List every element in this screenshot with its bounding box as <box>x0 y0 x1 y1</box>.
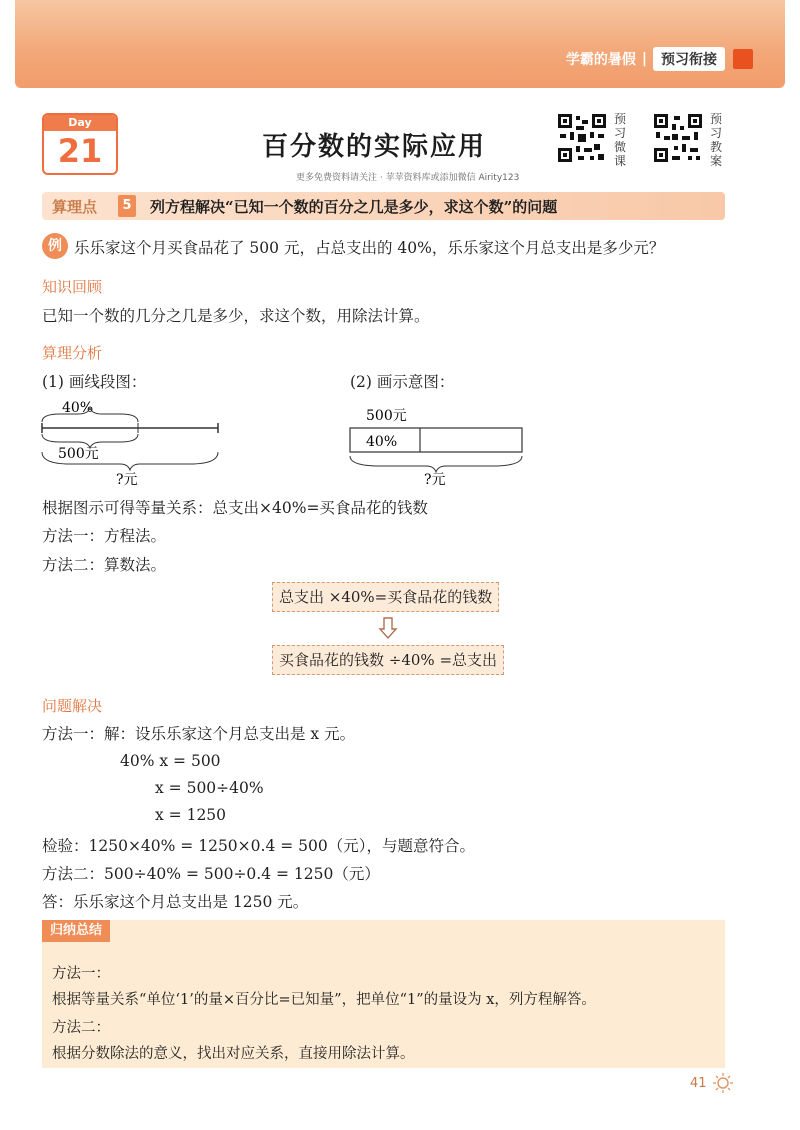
method2-solution: 方法二：500÷40% = 500÷0.4 = 1250（元） <box>42 865 380 883</box>
qr-label-lesson-plan: 预习教案 <box>710 112 723 168</box>
day-badge <box>42 113 118 175</box>
qr-code-icon[interactable] <box>652 112 704 164</box>
method2-label: 方法二：算数法。 <box>42 556 167 574</box>
knowledge-text: 已知一个数的几分之几是多少，求这个数，用除法计算。 <box>42 307 430 325</box>
method1-label: 方法一：方程法。 <box>42 527 167 545</box>
summary-method1-text: 根据等量关系“单位‘1’的量×百分比=已知量”，把单位“1”的量设为 x，列方程解答。 <box>52 992 596 1008</box>
page-title: 百分数的实际应用 <box>262 132 487 162</box>
knowledge-point-bar <box>42 192 725 220</box>
series-brand <box>566 48 725 70</box>
solution-heading: 问题解决 <box>42 697 103 715</box>
figure1-caption: (1) 画线段图： <box>42 373 147 391</box>
fig1-top-label: 40% <box>62 400 94 416</box>
brand-right: 预习衔接 <box>653 47 725 71</box>
schematic-diagram <box>340 400 540 490</box>
fig2-box-label: 40% <box>366 434 398 450</box>
page-number: 41 <box>690 1076 707 1091</box>
fig1-mid-label: 500元 <box>58 446 99 462</box>
equation-step3: x = 1250 <box>155 806 227 824</box>
brand-logo-icon <box>733 49 753 69</box>
equation-step2: x = 500÷40% <box>155 779 264 797</box>
answer-line: 答：乐乐家这个月总支出是 1250 元。 <box>42 893 309 911</box>
figure2-caption: (2) 画示意图： <box>350 373 455 391</box>
knowledge-heading: 知识回顾 <box>42 278 103 296</box>
day-number: 21 <box>57 132 103 170</box>
brand-left: 学霸的暑假 <box>565 52 636 68</box>
summary-tag: 归纳总结 <box>42 920 110 942</box>
title-subline: 更多免费资料请关注 · 苹苹资料库或添加微信 Airity123 <box>296 173 520 183</box>
summary-method2-text: 根据分数除法的意义，找出对应关系，直接用除法计算。 <box>52 1046 415 1062</box>
sun-icon <box>712 1072 734 1094</box>
equation-step1: 40% x = 500 <box>120 752 221 770</box>
point-title: 列方程解决“已知一个数的百分之几是多少，求这个数”的问题 <box>150 198 558 216</box>
solution-line1: 方法一：解：设乐乐家这个月总支出是 x 元。 <box>42 725 356 743</box>
relation-box-2: 买食品花的钱数 ÷40% =总支出 <box>272 645 504 675</box>
brand-separator: | <box>641 51 647 67</box>
header-band <box>15 0 785 88</box>
point-tag: 算理点 <box>52 198 98 216</box>
equal-relation: 根据图示可得等量关系：总支出×40%=买食品花的钱数 <box>42 499 428 517</box>
qr-code-icon[interactable] <box>556 112 608 164</box>
point-number: 5 <box>118 195 136 217</box>
check-line: 检验：1250×40% = 1250×0.4 = 500（元），与题意符合。 <box>42 837 475 855</box>
fig1-bottom-label: ?元 <box>116 472 138 488</box>
summary-method1-title: 方法一： <box>52 966 110 982</box>
example-question: 乐乐家这个月买食品花了 500 元，占总支出的 40%，乐乐家这个月总支出是多少元？ <box>74 239 665 257</box>
example-badge: 例 <box>42 233 68 259</box>
fig2-bottom-label: ?元 <box>424 472 446 488</box>
relation-box-1: 总支出 ×40%=买食品花的钱数 <box>272 582 499 612</box>
line-segment-diagram <box>30 392 230 488</box>
summary-method2-title: 方法二： <box>52 1020 110 1036</box>
arrow-down-icon <box>378 616 398 640</box>
day-label: Day <box>44 115 116 131</box>
qr-label-micro-lesson: 预习微课 <box>614 112 627 168</box>
fig2-top-label: 500元 <box>366 408 407 424</box>
summary-box <box>42 920 725 1068</box>
analysis-heading: 算理分析 <box>42 344 103 362</box>
